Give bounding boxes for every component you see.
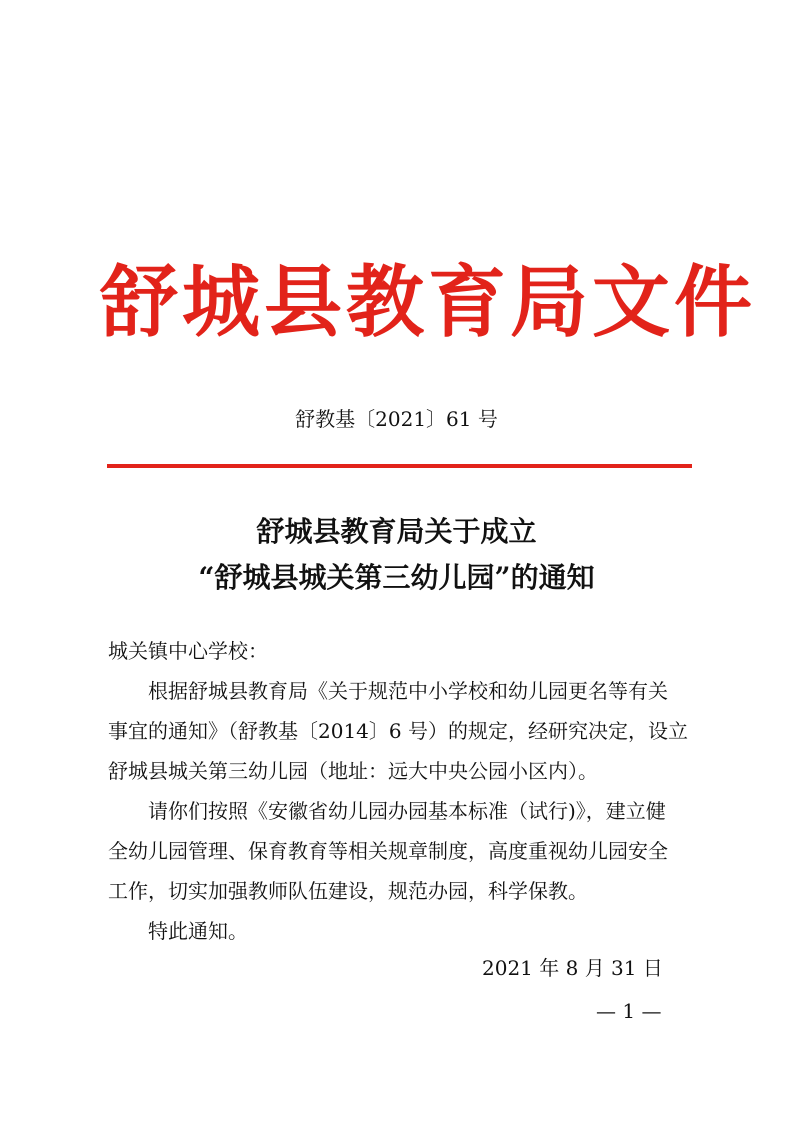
- notice-title-line-2: “舒城县城关第三幼儿园”的通知: [198, 561, 595, 594]
- paragraph-1-line-2: 事宜的通知》（舒教基〔2014〕6 号）的规定，经研究决定，设立: [108, 719, 688, 743]
- paragraph-2-line-2: 全幼儿园管理、保育教育等相关规章制度，高度重视幼儿园安全: [108, 839, 668, 863]
- paragraph-2-line-3: 工作，切实加强教师队伍建设，规范办园，科学保教。: [108, 879, 588, 903]
- paragraph-1-line-1: 根据舒城县教育局《关于规范中小学校和幼儿园更名等有关: [148, 679, 668, 703]
- closing-line: 特此通知。: [148, 919, 248, 943]
- page-number: — 1 —: [596, 999, 662, 1023]
- paragraph-1-line-3: 舒城县城关第三幼儿园（地址：远大中央公园小区内）。: [108, 759, 598, 783]
- document-number: 舒教基〔2021〕61 号: [295, 407, 498, 431]
- paragraph-2-line-1: 请你们按照《安徽省幼儿园办园基本标准（试行)》，建立健: [148, 799, 666, 823]
- masthead-title: 舒城县教育局文件: [100, 257, 757, 348]
- red-divider-line: [107, 464, 692, 468]
- issue-date: 2021 年 8 月 31 日: [482, 956, 663, 980]
- salutation: 城关镇中心学校：: [108, 639, 268, 663]
- notice-title-line-1: 舒城县教育局关于成立: [256, 515, 537, 548]
